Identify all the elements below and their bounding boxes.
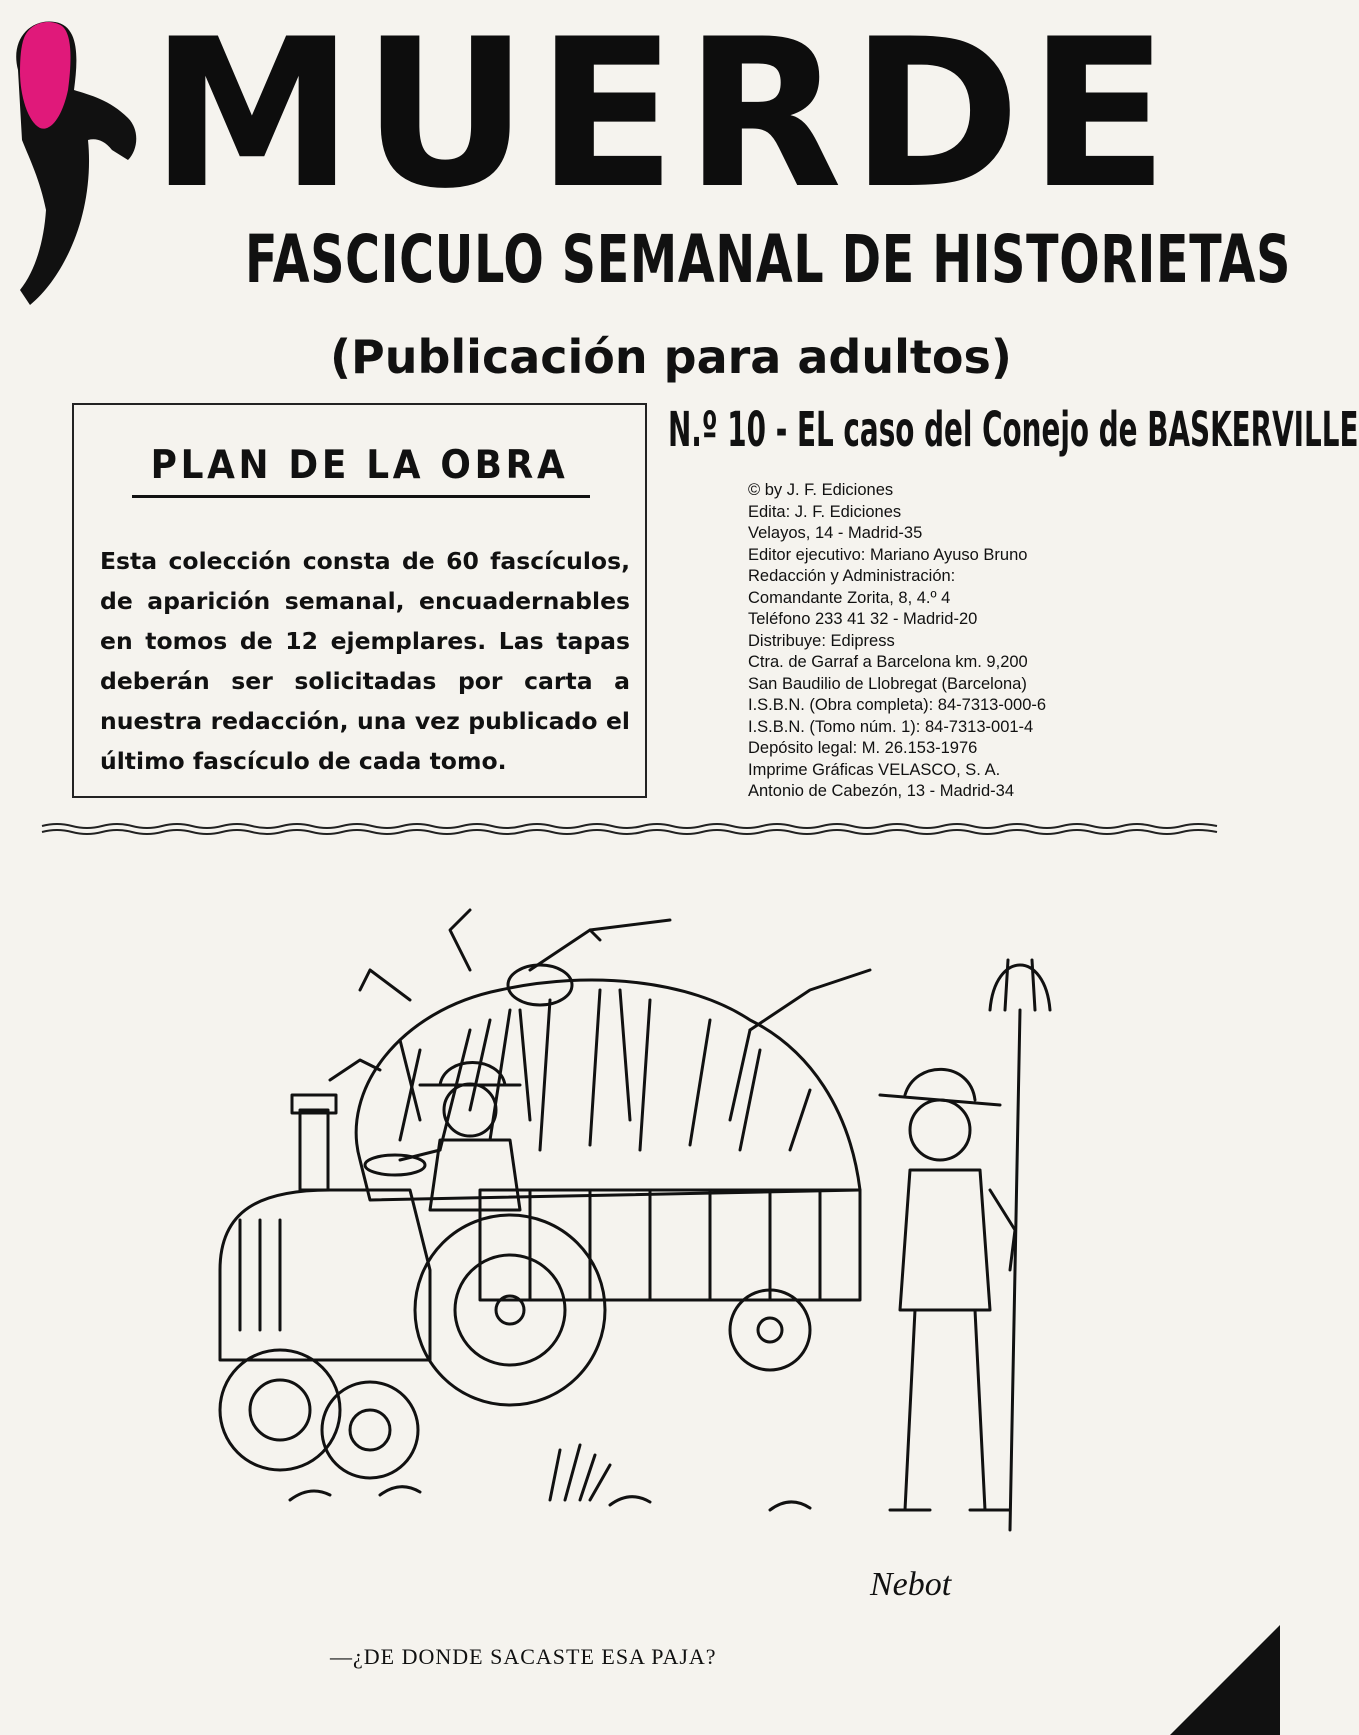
masthead-subtitle: FASCICULO SEMANAL DE HISTORIETAS (245, 221, 1292, 298)
audience-note: (Publicación para adultos) (330, 330, 1012, 384)
plan-text: Esta colección consta de 60 fascículos, de aparición semanal, encuadernables en tomos de 12 ejemplares. Las tapas deberán ser solicitadas por carta a nuestra redacción, una vez publicado el último fascículo de cada tomo. (100, 547, 630, 775)
plan-box (72, 403, 647, 798)
credit-line: Ctra. de Garraf a Barcelona km. 9,200 (748, 653, 1028, 671)
credit-line: San Baudilio de Llobregat (Barcelona) (748, 674, 1027, 693)
credit-line: Redacción y Administración: (748, 567, 956, 585)
cartoon-caption: —¿DE DONDE SACASTE ESA PAJA? (330, 1644, 717, 1669)
credit-line: © by J. F. Ediciones (748, 481, 894, 499)
artist-signature: Nebot (870, 1566, 952, 1603)
credit-line: Teléfono 233 41 32 - Madrid-20 (748, 610, 978, 628)
credit-line: I.S.B.N. (Obra completa): 84-7313-000-6 (748, 696, 1047, 714)
credits-block (748, 480, 1218, 803)
credit-line: Distribuye: Edipress (748, 631, 895, 650)
biting-figure-logo (0, 0, 150, 330)
credit-line: Depósito legal: M. 26.153-1976 (748, 739, 978, 757)
credit-line: I.S.B.N. (Tomo núm. 1): 84-7313-001-4 (748, 717, 1034, 736)
credit-line: Imprime Gráficas VELASCO, S. A. (748, 760, 1001, 779)
credit-line: Velayos, 14 - Madrid-35 (748, 524, 923, 542)
tractor-hay-cartoon (170, 890, 1110, 1610)
issue-title: N.º 10 - EL caso del Conejo de BASKERVILLE (668, 402, 1359, 458)
masthead-title: MUERDE (150, 0, 1177, 234)
plan-title-underline (132, 495, 590, 498)
plan-title: PLAN DE LA OBRA (150, 443, 569, 488)
credit-line: Editor ejecutivo: Mariano Ayuso Bruno (748, 545, 1028, 564)
credit-line: Edita: J. F. Ediciones (748, 502, 902, 521)
credit-line: Antonio de Cabezón, 13 - Madrid-34 (748, 782, 1014, 800)
corner-shadow (1170, 1625, 1280, 1735)
wavy-divider (42, 820, 1217, 840)
credit-line: Comandante Zorita, 8, 4.º 4 (748, 588, 951, 607)
